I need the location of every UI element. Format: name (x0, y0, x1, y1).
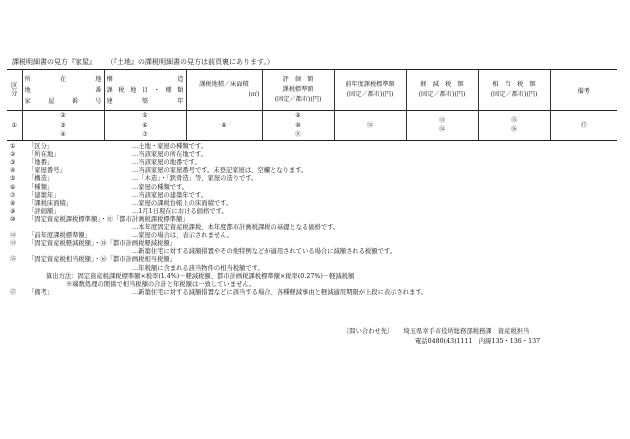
note-line: ⑩ 「固定資産税課税標準額」・⑪「都市計画税課税標準額」 (10, 215, 189, 223)
header-remarks: 備考 (550, 70, 617, 111)
contact-label: 〔問い合わせ先〕 (343, 328, 394, 335)
note-line: ⑬ 「固定資産税軽減税額」・⑭「都市計画税軽減税額」 (10, 240, 176, 248)
note-line: ⑥ 「種類」 …家屋の種類です。 (10, 183, 189, 191)
num-c4: ⑧ (186, 111, 262, 141)
table-header-row (7, 70, 617, 111)
header-equivalent: 相 当 税 額 (固定／都市)(円) (478, 70, 550, 111)
title-note: （『土地』の課税明細書の見方は前頁裏にあります。） (110, 58, 274, 66)
note-line: ① 「区分」 …土地・家屋の種類です。 (10, 143, 208, 150)
contact-block (343, 326, 529, 335)
statement-table (7, 69, 617, 141)
header-area: 課税地積／床面積 (㎡) (186, 70, 262, 111)
num-c3: ⑤ ⑥ ⑦ (104, 111, 186, 141)
num-c1: ① (7, 111, 22, 141)
note-line: ⑨ 「評価額」 …1月1日現在における価格です。 (10, 207, 228, 215)
note-line: ⑤ 「構造」 …「木造」・「鉄骨造」等、家屋の造りです。 (10, 175, 258, 183)
note-line: …本年度固定資産税課税、本年度都市計画税課税の基礎となる価格です。 (132, 224, 340, 231)
note-line: …年税額に含まれる該当物件の相当税額です。 (132, 264, 264, 272)
note-line: ② 「所在地」 …当該家屋の所在地です。 (10, 151, 208, 159)
document-title (12, 57, 274, 67)
note-line: ※端数処理の関係で相当税額の合計と年税額は一致していません。 (66, 280, 256, 288)
num-c6: ⑫ (334, 111, 406, 141)
note-line: ⑫ 「前年度課税標準額」 …家屋の場合は、表示されません。 (10, 232, 234, 240)
header-valuation: 評 価 額 課税標準額 (固定／都市)(円) (262, 70, 334, 111)
header-prev-year: 前年度課税標準額 (固定／都市)(円) (334, 70, 406, 111)
contact-phone: 電話0480(43)1111 内線135・136・137 (415, 338, 541, 345)
note-line: ⑦ 「建築年」 …当該家屋の建築年です。 (10, 191, 208, 199)
num-c7: ⑬ ⑭ (406, 111, 478, 141)
note-line: 算出方法：固定資産税課税標準額×税率(1.4%)－軽減税額、都市計画税課税標準額×税率(0.27%)－軽減税額 (46, 272, 355, 280)
num-c8: ⑮ ⑯ (478, 111, 550, 141)
num-c5: ⑨ ⑩ ⑪ (262, 111, 334, 141)
note-line: ⑧ 「課税床面積」 …家屋の課税台帳上の床面積です。 (10, 199, 233, 207)
header-reduction: 軽 減 税 額 (固定／都市)(円) (406, 70, 478, 111)
header-structure: 構 造 課税地目・種類 建 築 年 (104, 70, 186, 111)
contact-org: 埼玉県幸手市役所総務部税務課 資産税担当 (403, 328, 530, 335)
num-c9: ⑰ (550, 111, 617, 141)
note-line: ④ 「家屋番号」 …当該家屋の家屋番号です。未登記家屋は、空欄となります。 (10, 167, 308, 175)
note-line: ③ 「地番」 …当該家屋の地番です。 (10, 159, 201, 167)
header-location: 所 在 地 地 番 家屋番号 (22, 70, 104, 111)
title-text: 課税明細書の見方『家屋』 (12, 58, 96, 66)
header-kubun: 区分 (7, 70, 22, 111)
num-c2: ② ③ ④ (22, 111, 104, 141)
table-number-row (7, 111, 617, 141)
note-line: ⑰ 「備考」 …新築住宅に対する減額措置などに該当する場合、各種軽減事由と軽減適用期限が上段に表示されます。 (10, 288, 428, 296)
note-line: ⑮ 「固定資産税相当税額」・⑯「都市計画税相当税額」 (10, 256, 176, 264)
note-line: …新築住宅に対する減額措置やその他特例などが適用されている場合に減額される税額です。 (132, 248, 396, 256)
